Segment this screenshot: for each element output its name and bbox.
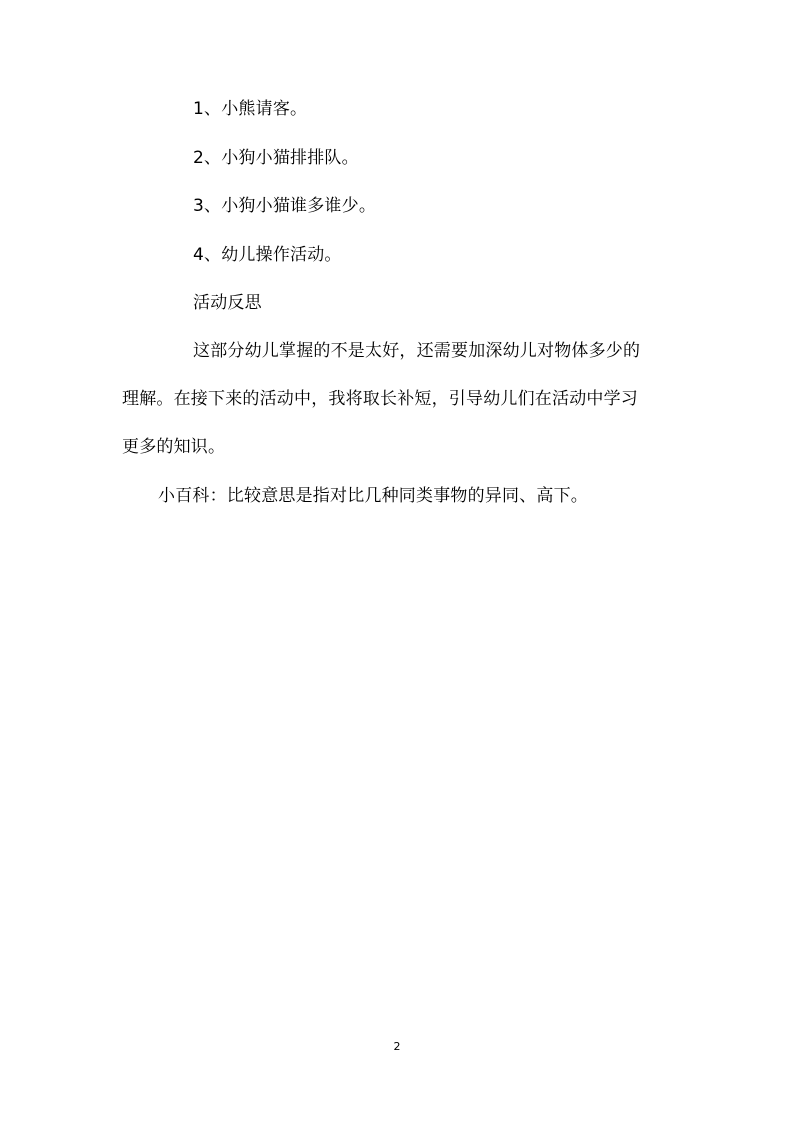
paragraph-line: 理解。在接下来的活动中，我将取长补短，引导幼儿们在活动中学习 xyxy=(122,389,638,409)
list-item: 2、小狗小猫排排队。 xyxy=(193,148,359,168)
section-heading: 活动反思 xyxy=(193,293,262,313)
paragraph-line: 更多的知识。 xyxy=(122,437,226,457)
list-item: 4、幼儿操作活动。 xyxy=(193,245,342,265)
page-number: 2 xyxy=(393,1040,401,1053)
list-item: 3、小狗小猫谁多谁少。 xyxy=(193,196,377,216)
encyclopedia-note: 小百科：比较意思是指对比几种同类事物的异同、高下。 xyxy=(158,486,588,506)
list-item: 1、小熊请客。 xyxy=(193,99,308,119)
paragraph-line: 这部分幼儿掌握的不是太好，还需要加深幼儿对物体多少的 xyxy=(193,341,641,361)
